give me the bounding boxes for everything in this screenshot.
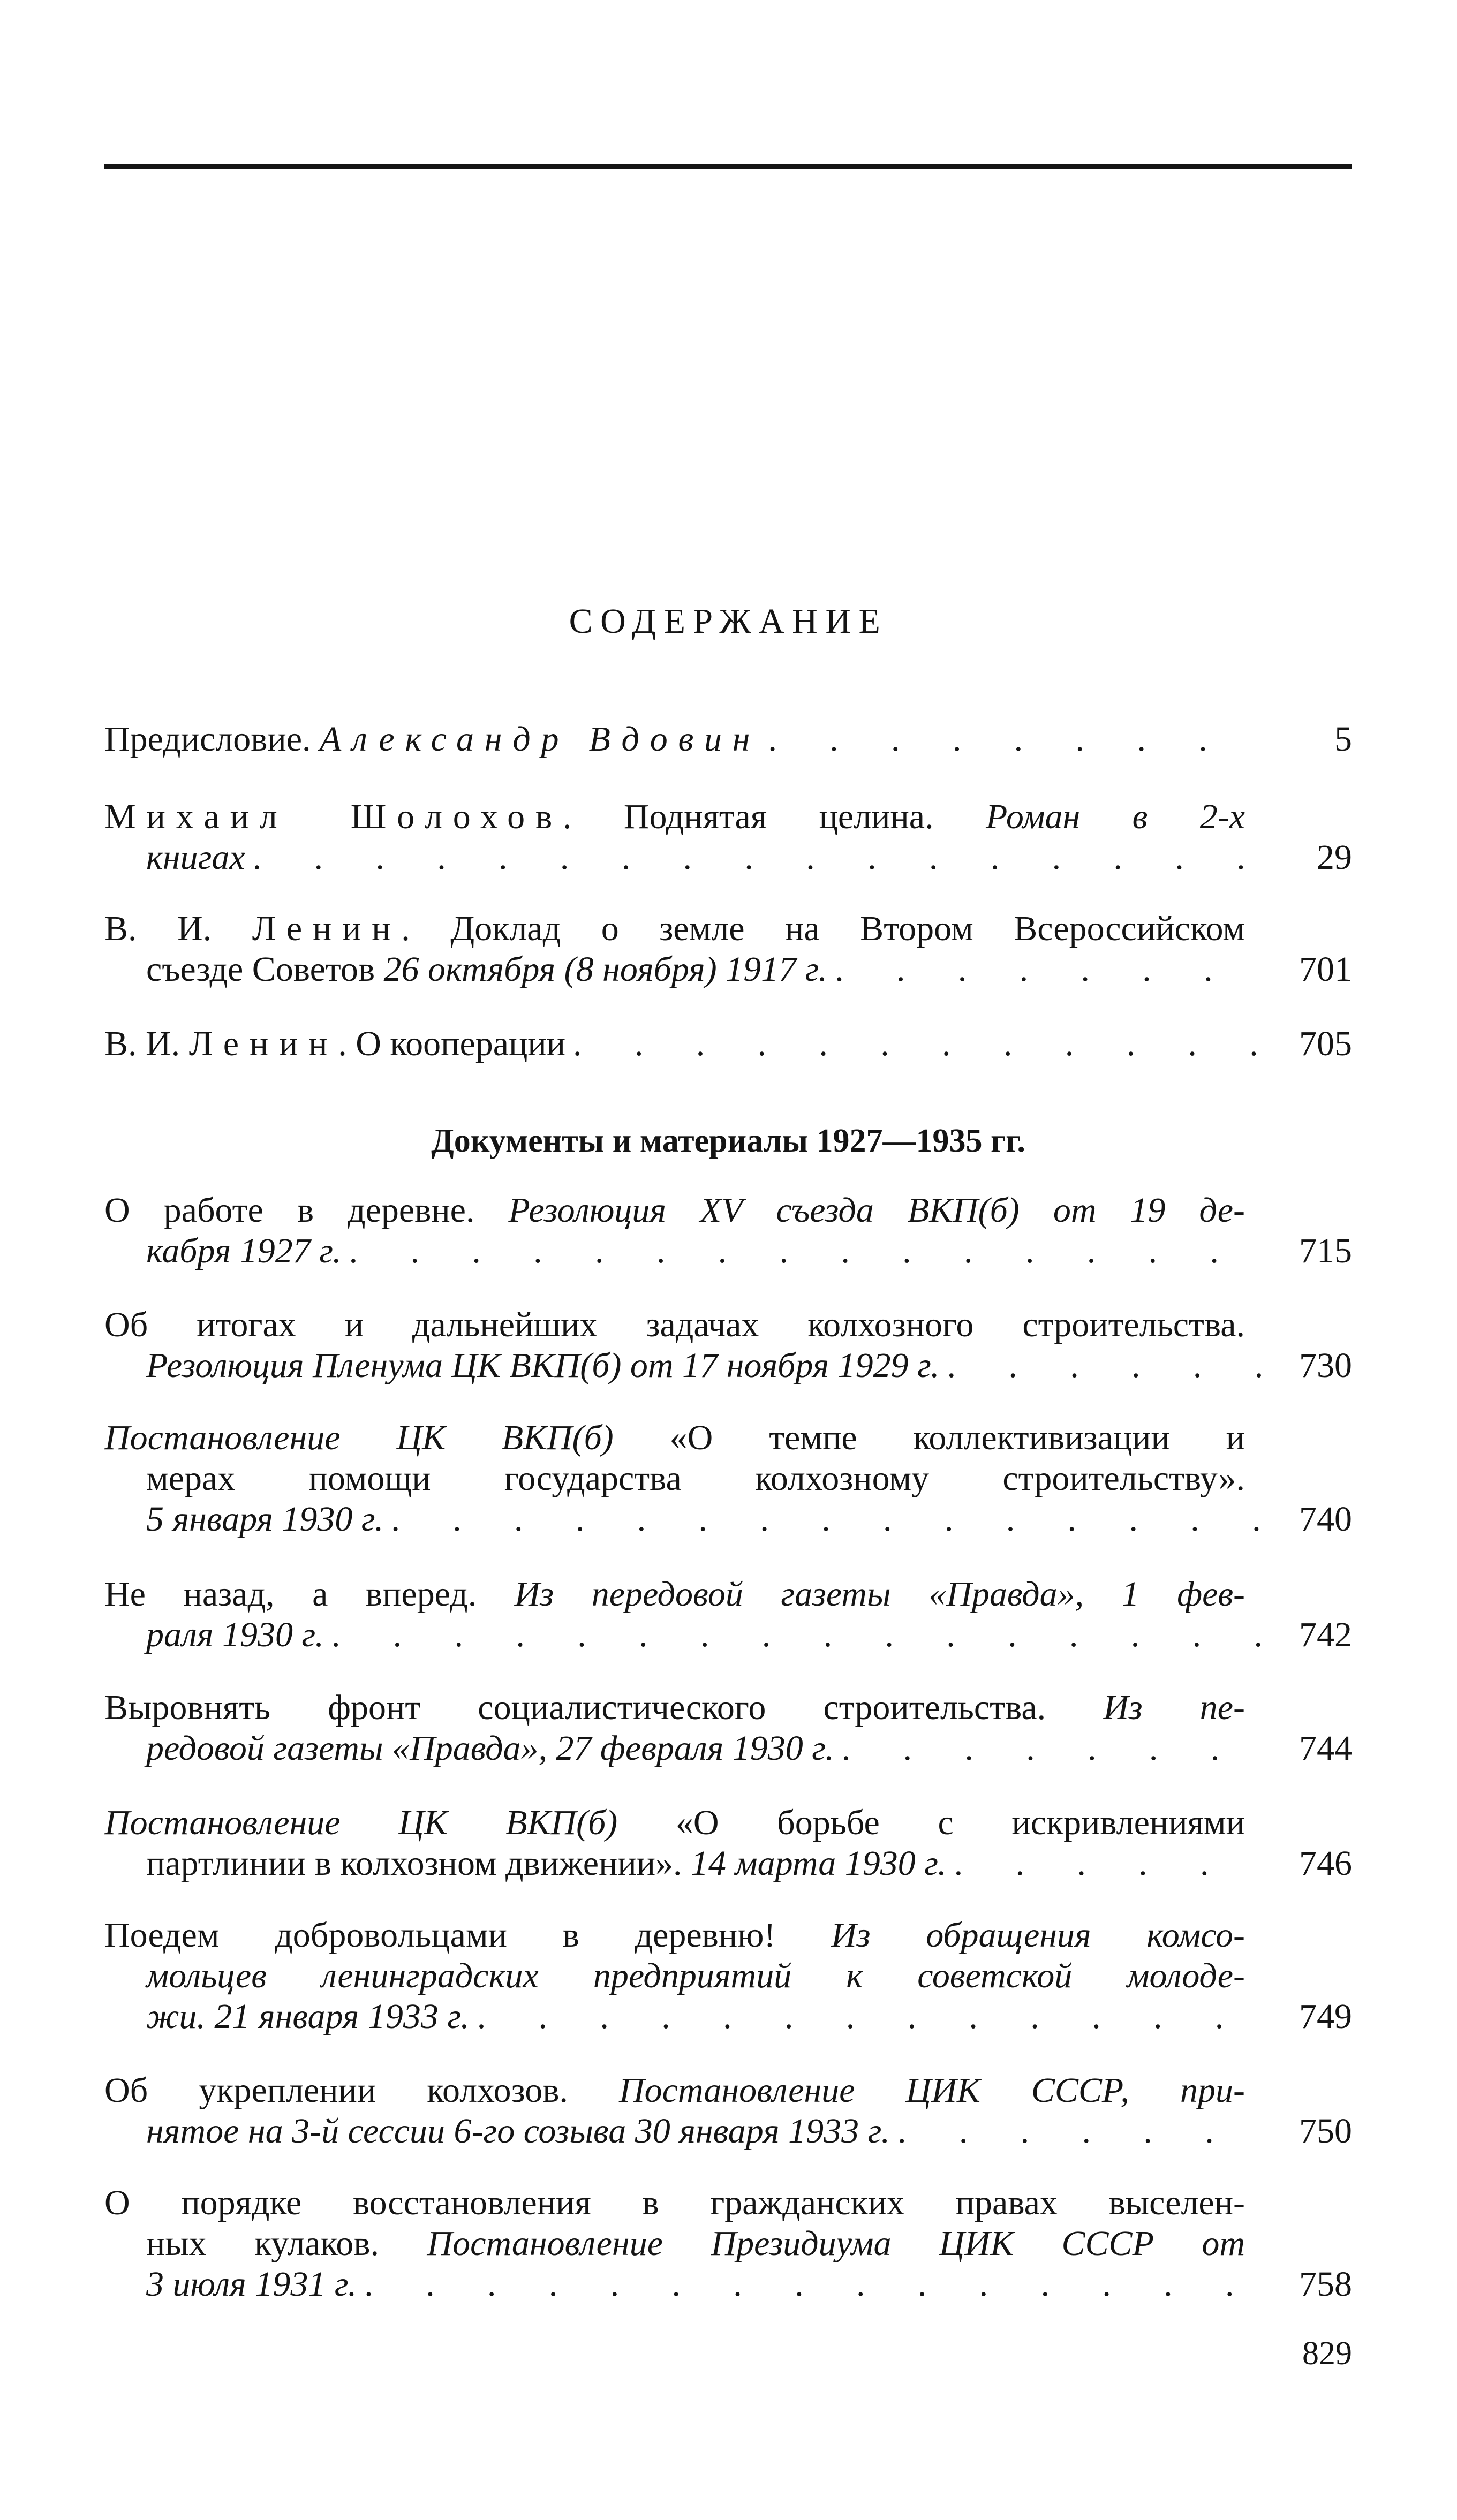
toc-text: жи. 21 января 1933 г. xyxy=(146,1997,470,2036)
toc-entry-line xyxy=(104,2223,1245,2264)
leader-dots xyxy=(324,1615,1261,1655)
toc-text: кабря 1927 г. xyxy=(146,1231,342,1270)
toc-text: Из обращения комсо- xyxy=(831,1916,1245,1955)
leader-dots xyxy=(245,837,1261,878)
toc-entry-line xyxy=(104,1231,1352,1272)
toc-text: Не назад, а вперед. xyxy=(104,1575,515,1614)
toc-entry-line xyxy=(104,2070,1245,2111)
toc-text: Поедем добровольцами в деревню! xyxy=(104,1916,832,1955)
toc-text: Михаил Шолохов xyxy=(104,797,563,836)
toc-entry xyxy=(104,2070,1352,2152)
toc-page-number: 5 xyxy=(1334,720,1352,759)
toc-text: О порядке восстановления в гражданских правах выселен- xyxy=(104,2183,1245,2222)
toc-text: Ленин xyxy=(252,909,402,948)
toc-text: Из пе- xyxy=(1103,1688,1245,1727)
toc-text: О работе в деревне. xyxy=(104,1191,509,1230)
toc-text: раля 1930 г. xyxy=(146,1615,324,1654)
toc-text: редовой газеты «Правда», 27 февраля 1930 г. xyxy=(146,1729,834,1768)
toc-entry-line xyxy=(104,949,1352,990)
toc-entry-line xyxy=(104,2111,1352,2152)
leader-dots xyxy=(890,2111,1261,2152)
toc-entry-line xyxy=(104,719,1352,760)
toc-entry-line xyxy=(104,837,1352,878)
toc-entry xyxy=(104,719,1352,760)
toc-page-number: 758 xyxy=(1299,2265,1352,2304)
toc-page-number: 29 xyxy=(1317,838,1352,877)
toc-text: Постановление ЦК ВКП(б) xyxy=(104,1418,614,1457)
toc-entry xyxy=(104,1190,1352,1272)
toc-entry xyxy=(104,1305,1352,1386)
toc-page-number: 705 xyxy=(1299,1024,1352,1063)
toc-entry-line xyxy=(104,1915,1245,1956)
leader-dots xyxy=(940,1345,1261,1386)
toc-entry-line xyxy=(104,2183,1245,2223)
section-heading: Документы и материалы 1927—1935 гг. xyxy=(431,1123,1025,1159)
toc-entry-line xyxy=(104,1345,1352,1386)
leader-dots xyxy=(834,1728,1261,1769)
toc-text: . Доклад о земле на Втором Всероссийском xyxy=(401,909,1245,948)
toc-page-number: 740 xyxy=(1299,1500,1352,1539)
toc-entry-line xyxy=(104,1956,1245,1996)
toc-page-number: 744 xyxy=(1299,1729,1352,1768)
toc-page-number: 749 xyxy=(1299,1997,1352,2036)
toc-entry-line xyxy=(104,1615,1352,1655)
toc-text: 14 марта 1930 г. xyxy=(691,1844,947,1883)
toc-text: партлинии в колхозном движении». xyxy=(146,1844,691,1883)
toc-entry xyxy=(104,1687,1352,1769)
toc-entry-line xyxy=(104,797,1245,837)
toc-text: 26 октября (8 ноября) 1917 г. xyxy=(383,950,828,989)
toc-text: 5 января 1930 г. xyxy=(146,1500,384,1539)
toc-entry xyxy=(104,797,1352,878)
toc-entry-line xyxy=(104,1024,1352,1064)
toc-entry-line xyxy=(104,1843,1352,1884)
toc-text: нятое на 3-й сессии 6-го созыва 30 января 1933 г. xyxy=(146,2112,890,2151)
toc-entry-line xyxy=(104,1418,1245,1458)
page-number: 829 xyxy=(1302,2335,1352,2372)
toc-entry-line xyxy=(104,1996,1352,2037)
toc-text: Предисловие. xyxy=(104,720,320,759)
toc-entry-line xyxy=(104,1574,1245,1615)
toc-text: Постановление ЦИК СССР, при- xyxy=(618,2071,1245,2110)
toc-text: «О борьбе с искривлениями xyxy=(617,1803,1245,1842)
toc-text: . Поднятая целина. xyxy=(562,797,986,836)
toc-text: съезде Советов xyxy=(146,950,384,989)
toc-text: . О кооперации xyxy=(338,1024,566,1063)
toc-text: В. И. xyxy=(104,1024,189,1063)
toc-entry xyxy=(104,1803,1352,1884)
toc-text: Роман в 2-х xyxy=(985,797,1245,836)
toc-text: Резолюция XV съезда ВКП(б) от 19 де- xyxy=(508,1191,1245,1230)
toc-text: «О темпе коллективизации и xyxy=(613,1418,1245,1457)
toc-entry xyxy=(104,909,1352,990)
toc-text: ных кулаков. xyxy=(146,2224,427,2263)
leader-dots xyxy=(760,719,1261,760)
leader-dots xyxy=(342,1231,1261,1272)
leader-dots xyxy=(470,1996,1261,2037)
toc-entry-line xyxy=(104,1458,1245,1499)
toc-text: мерах помощи государства колхозному строительству». xyxy=(146,1459,1245,1498)
toc-page-number: 742 xyxy=(1299,1615,1352,1654)
toc-text: Постановление ЦК ВКП(б) xyxy=(104,1803,618,1842)
top-rule xyxy=(104,164,1352,169)
toc-text: Об итогах и дальнейших задачах колхозного строительства. xyxy=(104,1305,1245,1344)
toc-entry-line xyxy=(104,1499,1352,1540)
contents-heading: СОДЕРЖАНИЕ xyxy=(569,602,888,641)
toc-entry-line xyxy=(104,1728,1352,1769)
toc-entry-line xyxy=(104,1803,1245,1843)
toc-entry xyxy=(104,1574,1352,1655)
leader-dots xyxy=(827,949,1261,990)
toc-text: Выровнять фронт социалистического строительства. xyxy=(104,1688,1104,1727)
toc-text: В. И. xyxy=(104,909,252,948)
toc-text: Александр Вдовин xyxy=(320,720,761,759)
toc-page-number: 750 xyxy=(1299,2112,1352,2151)
toc-entry-line xyxy=(104,909,1245,949)
leader-dots xyxy=(357,2264,1261,2305)
toc-entry xyxy=(104,2183,1352,2305)
toc-text: Резолюция Пленума ЦК ВКП(б) от 17 ноября 1929 г. xyxy=(146,1346,940,1385)
toc-entry-line xyxy=(104,1305,1245,1345)
toc-text: Из передовой газеты «Правда», 1 фев- xyxy=(514,1575,1245,1614)
toc-text: Постановление Президиума ЦИК СССР от xyxy=(427,2224,1245,2263)
leader-dots xyxy=(383,1499,1261,1540)
toc-entry-line xyxy=(104,2264,1352,2305)
toc-text: книгах xyxy=(146,838,245,877)
toc-entry xyxy=(104,1915,1352,2037)
toc-text: Об укреплении колхозов. xyxy=(104,2071,619,2110)
toc-entry xyxy=(104,1024,1352,1064)
toc-text: 3 июля 1931 г. xyxy=(146,2265,357,2304)
toc-page-number: 715 xyxy=(1299,1231,1352,1270)
toc-page-number: 746 xyxy=(1299,1844,1352,1883)
toc-entry xyxy=(104,1418,1352,1540)
toc-text: мольцев ленинградских предприятий к советской молоде- xyxy=(146,1956,1245,1995)
toc-entry-line xyxy=(104,1687,1245,1728)
toc-entry-line xyxy=(104,1190,1245,1231)
toc-page-number: 701 xyxy=(1299,950,1352,989)
leader-dots xyxy=(565,1024,1261,1064)
toc-page-number: 730 xyxy=(1299,1346,1352,1385)
leader-dots xyxy=(947,1843,1261,1884)
toc-text: Ленин xyxy=(188,1024,338,1063)
